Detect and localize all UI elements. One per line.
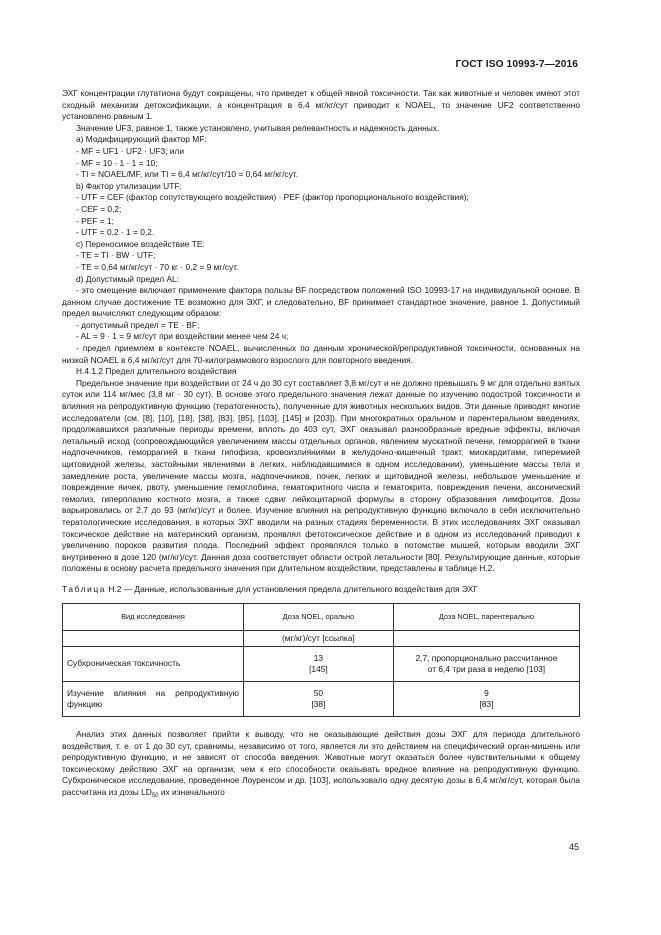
cell-parenteral (393, 646, 579, 681)
page-number: 45 (568, 842, 579, 852)
paragraph: - AL = 9 · 1 = 9 мг/сут при воздействии менее чем 24 ч; (76, 331, 289, 342)
cell-parenteral-value: 2,7, пропорционально рассчитанное (415, 652, 558, 663)
conclusion-text: Анализ этих данных позволяет прийти к выводу, что не оказывающие действия дозы ЭХГ для периода длительного воздействия, т. е. от 1 до 30 сут, сравнимы, независимо от того, является ли это действием на специфический орган-мишень или репродуктивную функцию, и не зависят от способа введения. Животные могут оказаться более чувствительными к общему токсическому действию ЭХГ на организм, чем к его способности оказывать вредное влияние на репродуктивную функцию. Субхроническое исследование, проведенное Лоуренсом и др. [103], использовало одну десятую дозы в 6,4 мг/кг/сут, которая была рассчитана из дозы LD (62, 728, 580, 797)
cell-study: Субхроническая токсичность (63, 646, 244, 681)
cell-oral-value: 13 (313, 652, 324, 663)
cell-oral-ref: [38] (311, 698, 326, 709)
table-header-row (63, 603, 580, 630)
paragraph: - допустимый предел = TE · BF; (76, 319, 200, 330)
standard-header: ГОСТ ISO 10993-7—2016 (455, 59, 578, 70)
paragraph: H.4.1.2 Предел длительного воздействия (76, 366, 237, 377)
table-caption-text: H.2 — Данные, использованные для установления предела длительного воздействия для ЭХГ (108, 583, 478, 594)
cell-oral-ref: [145] (309, 663, 328, 674)
paragraph: - CEF = 0,2; (76, 203, 122, 214)
paragraph: - TI = NOAEL/MF, или TI = 6,4 мг/кг/сут/10 = 0,64 мг/кг/сут. (76, 169, 299, 180)
ld-subscript: 50 (151, 792, 159, 799)
column-header-study: Вид исследования (63, 603, 244, 630)
paragraph: - TE = 0,64 мг/кг/сут · 70 кг · 0,2 = 9 мг/сут. (76, 261, 239, 272)
paragraph: а) Модифицирующий фактор MF: (76, 134, 207, 145)
paragraph: c) Переносимое воздействие TE: (76, 238, 205, 249)
page-content (62, 88, 580, 799)
table-row (63, 646, 580, 681)
column-header-oral: Доза NOEL, орально (243, 603, 393, 630)
paragraph: - PEF = 1; (76, 215, 114, 226)
paragraph: d) Допустимый предел AL: (76, 273, 180, 284)
paragraph: Значение UF3, равное 1, также установлено, учитывая релевантность и надежность данных. (76, 122, 440, 133)
paragraph: - MF = UF1 · UF2 · UF3; или (76, 145, 184, 156)
table-row (63, 681, 580, 716)
unit-row-empty (63, 630, 244, 646)
paragraph: - MF = 10 · 1 · 1 = 10; (76, 157, 158, 168)
noel-table (62, 603, 580, 717)
body-text (62, 88, 580, 575)
paragraph: ЭХГ концентрации глутатиона будут сокращены, что приведет к общей явной токсичности. Так как животные и человек имеют этот сходный механизм детоксификации, а концентрация в 6,4 мг/кг/сут приводит к NOAEL, то значение UF2 соответственно установлено равным 1. (62, 88, 580, 122)
conclusion-text-tail: их изначального (158, 786, 225, 797)
cell-parenteral-ref: [83] (479, 698, 494, 709)
paragraph: b) Фактор утилизации UTF: (76, 180, 182, 191)
paragraph: - UTF = CEF (фактор сопутствующего воздействия) · PEF (фактор пропорционального воздействия); (76, 192, 469, 203)
unit-row-label: (мг/кг)/сут [ссылка] (243, 630, 393, 646)
paragraph: Предельное значение при воздействии от 24 ч до 30 сут составляет 3,8 мг/сут и не должно превышать 9 мг для отдельно взятых суток или 114 мг/мес (3,8 мг · 30 сут). В основе этого предельного значения лежат данные по изучению подострой токсичности и влияния на репродуктивную функцию (тератогенность), полученные для животных нескольких видов. Эти данные приводят многие исследователи (см. [8], [10], [18], [38], [83], [85], [103], [145] и [203]). При многократных оральном и парентеральном введениях, продолжавшихся различные периоды времени, вплоть до 403 сут, ЭХГ оказывал разнообразные вредные эффекты, включая летальный исход (сопровождающийся увеличением массы отдельных органов, явлением мускатной печени, геморрагией в ткани надпочечников, геморрагией в ткани гипофиза, кровоизлияниями в желудочно-кишечный тракт, миокардитами, гиперемией щитовидной железы, застойными явлениями в легких, наблюдавшимися в одном исследовании), уменьшение массы тела и замедление роста, увеличение массы мозга, надпочечников, почек, легких и щитовидной железы, небольшое уменьшение и повреждение яичек, рвоту, уменьшение гемоглобина, гематокритного числа и гематокрита, повреждения печени, аксонический гемолиз, гиперплазию костного мозга, а также сдвиг лейкоцитарной формулы в сторону образования лимфоцитов. Дозы варьировались от 2,7 до 93 (мг/кг)/сут и более. Изучение влияния на репродуктивную функцию включало в себя исключительно тератологические исследования, в которых ЭХГ вводили на разных стадиях беременности. В этих исследованиях ЭХГ оказывал токсическое действие на материнский организм, проявлял фетотоксическое действие и в одном из исследований приводил к увеличению пороков развития плода. Последний эффект проявлялся только в потомстве мышей, которым вводили ЭХГ внутривенно в дозе 120 (мг/кг)/сут. Данная доза соответствует области острой летальности [80]. Результирующие данные, которые положены в основу расчета предельного значения при длительном воздействии, представлены в таблице H.2. (62, 377, 580, 574)
unit-row-empty-right (393, 630, 579, 646)
table-unit-row (63, 630, 580, 646)
cell-study: Изучение влияния на репродуктивную функцию (63, 681, 244, 716)
paragraph: - UTF = 0,2 · 1 = 0,2. (76, 227, 155, 238)
table-caption (62, 584, 580, 596)
paragraph: - предел приемлем в контексте NOAEL, вычисленных по данным хронической/репродуктивной токсичности, основанных на низкой NOAEL в 6,4 мг/кг/сут для 70-килограммового взрослого для повторного введения. (62, 343, 580, 365)
cell-parenteral-value: 9 (484, 687, 489, 698)
column-header-parenteral: Доза NOEL, парентерально (393, 603, 579, 630)
table-caption-label: Таблица (62, 583, 107, 594)
cell-oral (243, 646, 393, 681)
cell-parenteral (393, 681, 579, 716)
cell-oral (243, 681, 393, 716)
cell-oral-value: 50 (313, 687, 324, 698)
cell-parenteral-ref: от 6,4 три раза в неделю [103] (427, 663, 546, 674)
paragraph: - это смещение включает применение фактора пользы BF посредством положений ISO 10993-17 на индивидуальной основе. В данном случае достижение TE возможно для ЭХГ, и следовательно, BF принимает стандартное значение, равное 1. Допустимый предел вычисляют следующим образом: (62, 285, 580, 319)
conclusion-paragraph (62, 729, 580, 799)
paragraph: - TE = TI · BW · UTF; (76, 250, 156, 261)
